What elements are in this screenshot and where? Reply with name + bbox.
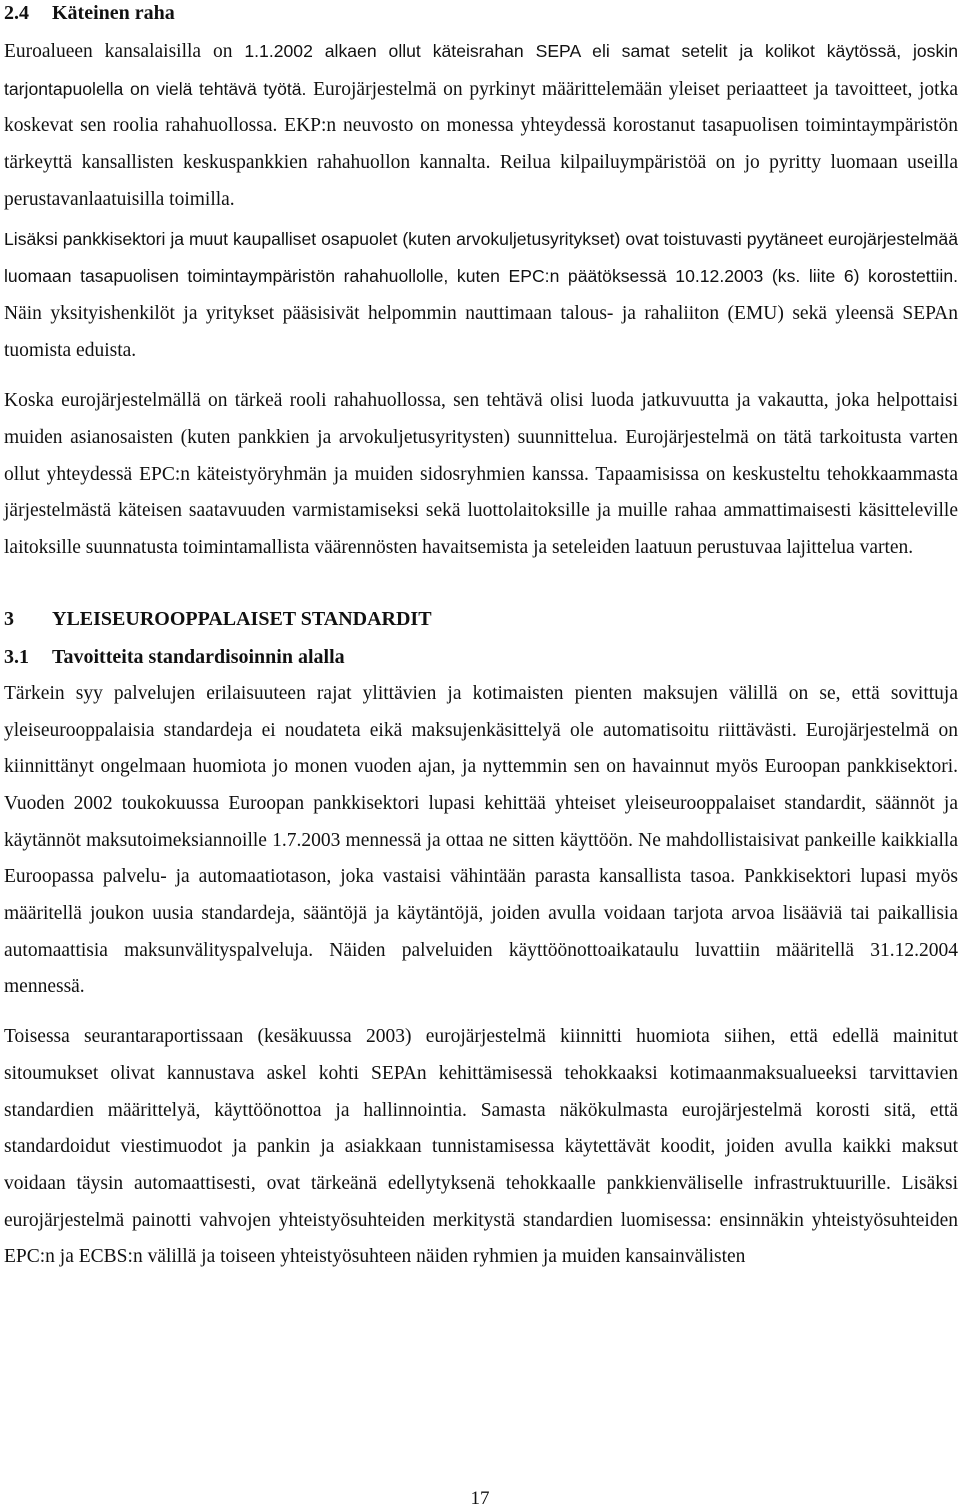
paragraph-banking-sector [4, 221, 958, 370]
section-number: 2.4 [4, 2, 29, 24]
paragraph-standardisation-reason: Tärkein syy palvelujen erilaisuuteen rajat ylittävien ja kotimaisten pienten maksujen välillä on se, että sovittuja yleiseurooppalaisia standardeja ei noudateta eikä maksujenkäsittelyä ole automatisoitu riittävästi. Eurojärjestelmä on kiinnittänyt ongelmaan huomiota jo monen vuoden ajan, ja nyttemmin sen on havainnut myös Euroopan pankkisektori. Vuoden 2002 toukokuussa Euroopan pankkisektori lupasi kehittää yhteiset yleiseurooppalaiset standardit, säännöt ja käytännöt maksutoimeksiannoille 1.7.2003 mennessä ja ottaa ne sitten käyttöön. Ne mahdollistaisivat pankeille kaikkialla Euroopassa palvelu- ja automaatiotason, joka vastaisi vähintään parasta kansallista tasoa. Pankkisektori lupasi myös määritellä joukon uusia standardeja, sääntöjä ja käytäntöjä, joiden avulla voidaan tarjota arvoa lisääviä tai paikallisia automaattisia maksunvälityspalveluja. Näiden palveluiden käyttöönottoaikataulu luvattiin määritellä 31.12.2004 mennessä. [4, 682, 958, 998]
paragraph-cash-intro [4, 33, 958, 219]
section-title: Tavoitteita standardisoinnin alalla [52, 645, 345, 668]
page-number: 17 [470, 1488, 490, 1509]
paragraph-text-sans: 1.1.2002 alkaen ollut käteisrahan SEPA eli samat setelit ja kolikot käytössä, joskin tarjontapuolella on vielä tehtävä työtä. [4, 41, 958, 99]
paragraph-text-serif: Euroalueen kansalaisilla on [4, 41, 245, 62]
paragraph-text-serif: Eurojärjestelmä on pyrkinyt määrittelemään yleiset periaatteet ja tavoitteet, jotka koskevat sen roolia rahahuollossa. EKP:n neuvosto on monessa yhteydessä korostanut tasapuolisen toimintaympäristön tärkeyttä kansallisten keskuspankkien rahahuollon kannalta. Reilua kilpailuympäristöä on jo pyritty luomaan useilla perustavanlaatuisilla toimilla. [4, 78, 958, 210]
section-heading-3-1 [4, 644, 958, 669]
section-heading-2-4 [4, 0, 958, 25]
paragraph-text-serif: Näin yksityishenkilöt ja yritykset pääsisivät helpommin nauttimaan talous- ja rahaliiton (EMU) sekä yleensä SEPAn tuomista eduista. [4, 302, 958, 361]
section-number: 3 [4, 607, 14, 630]
document-page [4, 0, 958, 1276]
section-title: Käteinen raha [52, 2, 175, 24]
paragraph-eurosystem-role: Koska eurojärjestelmällä on tärkeä rooli rahahuollossa, sen tehtävä olisi luoda jatkuvuutta ja vakautta, joka helpottaisi muiden asianosaisten (kuten pankkien ja arvokuljetusyritysten) suunnittelua. Eurojärjestelmä on tätä tarkoitusta varten ollut yhteydessä EPC:n käteistyöryhmän ja muiden sidosryhmien kanssa. Tapaamisissa on keskusteltu tehokkaammasta järjestelmästä käteisen saatavuuden varmistamiseksi sekä luottolaitoksille ja muille rahaa ammattimaisesti käsitteleville laitoksille suunnatusta toimintamallista väärennösten havaitsemista ja seteleiden laatuun perustuvaa lajittelua varten. [4, 390, 958, 559]
paragraph-second-report: Toisessa seurantaraportissaan (kesäkuussa 2003) eurojärjestelmä kiinnitti huomiota siihen, että edellä mainitut sitoumukset olivat kannustava askel kohti SEPAn kehittämisessä tehokkaaksi kotimaanmaksualueeksi tarvittavien standardien määrittelyä, käyttöönottoa ja hallinnointia. Samasta näkökulmasta eurojärjestelmä korosti sitä, että standardoidut viestimuodot ja pankin ja asiakkaan tunnistamisessa käytettävät koodit, joiden avulla kaikki maksut voidaan täysin automaattisesti, ovat tärkeänä edellytyksenä tehokkaalle pankkienväliselle infrastruktuurille. Lisäksi eurojärjestelmä painotti vahvojen yhteistyösuhteiden merkitystä standardien luomisessa: ensinnäkin yhteistyösuhteiden EPC:n ja ECBS:n välillä ja toiseen yhteistyösuhteen näiden ryhmien ja muiden kansainvälisten [4, 1026, 958, 1268]
paragraph-text-sans: Lisäksi pankkisektori ja muut kaupalliset osapuolet (kuten arvokuljetusyritykset) ovat toistuvasti pyytäneet eurojärjestelmää luomaan tasapuolisen toimintaympäristön rahahuollolle, kuten EPC:n päätöksessä 10.12.2003 (ks. liite 6) korostettiin. [4, 228, 958, 287]
section-heading-3 [4, 606, 958, 631]
section-number: 3.1 [4, 645, 29, 668]
section-title: YLEISEUROOPPALAISET STANDARDIT [52, 607, 432, 630]
